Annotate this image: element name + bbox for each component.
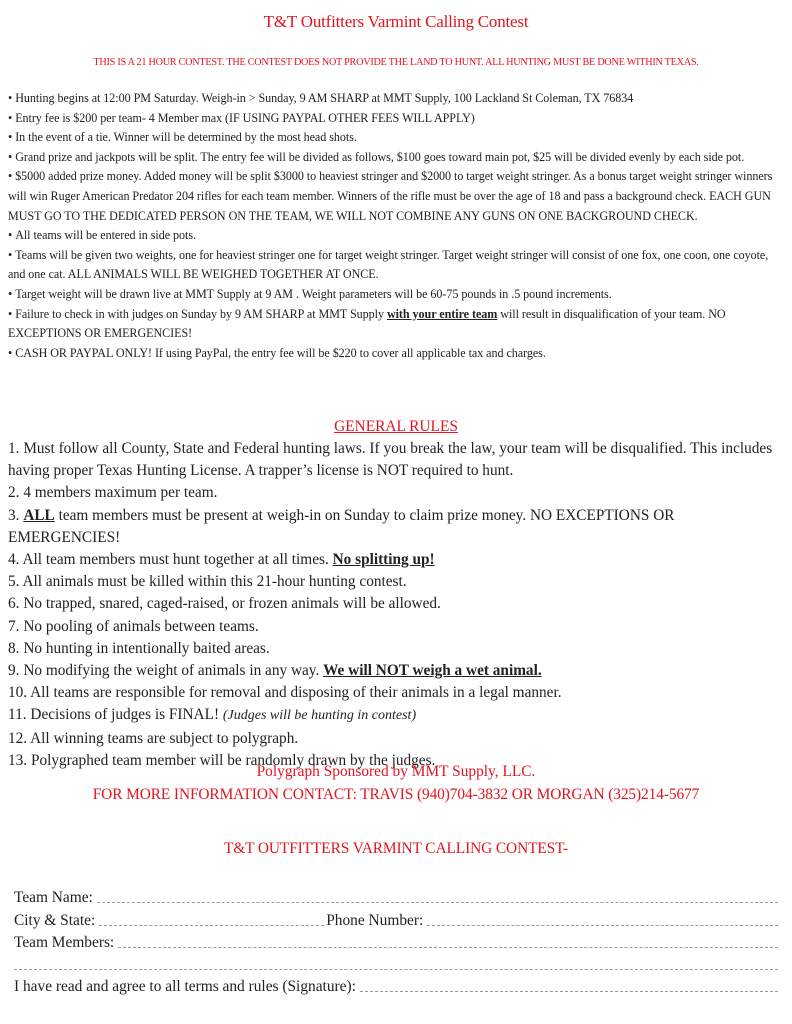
bullet-item: • Teams will be given two weights, one for heaviest stringer one for target weight stringer. Target weight stringer will consist of one fox, one coon, one coyote, and one cat. ALL ANIMALS WILL BE WEIGHED TOGETHER AT ONCE.	[8, 247, 769, 282]
signature-row	[14, 974, 778, 996]
signature-label: I have read and agree to all terms and rules (Signature):	[14, 978, 356, 996]
city-phone-row	[14, 907, 778, 929]
bullet-icon: •	[8, 169, 13, 184]
rule-item: 5. All animals must be killed within this 21-hour hunting contest.	[8, 573, 407, 591]
bullet-icon: •	[8, 286, 13, 301]
city-state-field[interactable]	[99, 925, 324, 926]
emphasis-text: We will NOT weigh a wet animal.	[323, 662, 542, 680]
contest-title: T&T Outfitters Varmint Calling Contest	[263, 12, 529, 31]
team-name-field[interactable]	[97, 902, 778, 903]
rules-list	[8, 438, 788, 772]
contest-subtitle: THIS IS A 21 HOUR CONTEST. THE CONTEST DOES NOT PROVIDE THE LAND TO HUNT. ALL HUNTING MUST BE DONE WITHIN TEXAS.	[93, 57, 699, 68]
bullet-item: • Hunting begins at 12:00 PM Saturday. Weigh-in > Sunday, 9 AM SHARP at MMT Supply, 100 Lackland St Coleman, TX 76834	[8, 91, 634, 105]
signature-field[interactable]	[360, 991, 778, 992]
bullet-item: • Grand prize and jackpots will be split. The entry fee will be divided as follows, $100 goes toward main pot, $25 will be divided evenly by each side pot.	[8, 149, 745, 164]
italic-note: (Judges will be hunting in contest)	[222, 708, 417, 724]
rule-item: 7. No pooling of animals between teams.	[8, 617, 259, 635]
team-members-field-2[interactable]	[14, 969, 778, 970]
rule-item: 8. No hunting in intentionally baited areas.	[8, 639, 270, 657]
city-state-label: City & State:	[14, 911, 96, 929]
bullet-item: • Entry fee is $200 per team- 4 Member max (IF USING PAYPAL OTHER FEES WILL APPLY)	[8, 110, 475, 125]
contact-line: FOR MORE INFORMATION CONTACT: TRAVIS (940)704-3832 OR MORGAN (325)214-5677	[92, 786, 700, 803]
bullet-item: • In the event of a tie. Winner will be determined by the most head shots.	[8, 130, 357, 145]
rule-item: 1. Must follow all County, State and Federal hunting laws. If you break the law, your team will be disqualified. This includes having proper Texas Hunting License. A trapper’s license is NOT required to hunt.	[8, 440, 773, 480]
bullet-icon: •	[8, 110, 13, 125]
bullet-icon: •	[8, 228, 13, 243]
bullet-item: • CASH OR PAYPAL ONLY! If using PayPal, the entry fee will be $220 to cover all applicable tax and charges.	[8, 345, 546, 360]
emphasis-text: No splitting up!	[332, 551, 435, 569]
bullet-icon: •	[8, 130, 13, 145]
team-members-row	[14, 930, 778, 952]
bullet-item: • Failure to check in with judges on Sunday by 9 AM SHARP at MMT Supply with your entire team will result in disqualification of your team. NO EXCEPTIONS OR EMERGENCIES!	[8, 306, 726, 341]
bullet-icon: •	[8, 149, 13, 164]
rule-item: 4. All team members must hunt together at all times. No splitting up!	[8, 551, 435, 569]
team-members-field[interactable]	[118, 947, 778, 948]
rule-item: 2. 4 members maximum per team.	[8, 484, 218, 502]
rule-item: 9. No modifying the weight of animals in any way. We will NOT weigh a wet animal.	[8, 662, 542, 680]
rule-item: 13. Polygraphed team member will be randomly drawn by the judges.	[8, 751, 436, 769]
registration-form	[14, 885, 778, 996]
bullet-item: • Target weight will be drawn live at MMT Supply at 9 AM . Weight parameters will be 60-75 pounds in .5 pound increments.	[8, 286, 612, 301]
team-members-row-2	[14, 952, 778, 974]
general-rules-heading: GENERAL RULES	[334, 418, 458, 435]
bullet-icon: •	[8, 306, 13, 321]
form-title: T&T OUTFITTERS VARMINT CALLING CONTEST-	[223, 840, 569, 857]
bullet-icon: •	[8, 247, 13, 262]
phone-number-label: Phone Number:	[326, 911, 424, 929]
info-bullet-list	[8, 89, 788, 363]
team-name-row	[14, 885, 778, 907]
rule-item: 12. All winning teams are subject to polygraph.	[8, 729, 299, 747]
bullet-icon: •	[8, 345, 13, 360]
emphasis-text: with your entire team	[386, 306, 498, 321]
phone-number-field[interactable]	[427, 925, 778, 926]
bullet-item: • $5000 added prize money. Added money will be split $3000 to heaviest stringer and $2000 to target weight stringer. As a bonus target weight stringer winners will win Ruger American Predator 204 rifles for each team member. Winners of the rifle must be over the age of 18 and pass a background check. EACH GUN MUST GO TO THE DEDICATED PERSON ON THE TEAM, WE WILL NOT COMBINE ANY GUNS ON ONE BACKGROUND CHECK.	[8, 169, 773, 223]
emphasis-text: ALL	[23, 506, 55, 524]
bullet-item: • All teams will be entered in side pots.	[8, 228, 196, 243]
rule-item: 10. All teams are responsible for removal and disposing of their animals in a legal manner.	[8, 684, 562, 702]
sponsor-line: Polygraph Sponsored by MMT Supply, LLC.	[256, 763, 536, 780]
team-name-label: Team Name:	[14, 889, 93, 907]
rule-item: 11. Decisions of judges is FINAL! (Judges will be hunting in contest)	[8, 706, 417, 724]
team-members-label: Team Members:	[14, 933, 115, 951]
rule-item: 6. No trapped, snared, caged-raised, or frozen animals will be allowed.	[8, 595, 441, 613]
bullet-icon: •	[8, 91, 13, 105]
rule-item: 3. ALL team members must be present at weigh-in on Sunday to claim prize money. NO EXCEPTIONS OR EMERGENCIES!	[8, 506, 675, 546]
